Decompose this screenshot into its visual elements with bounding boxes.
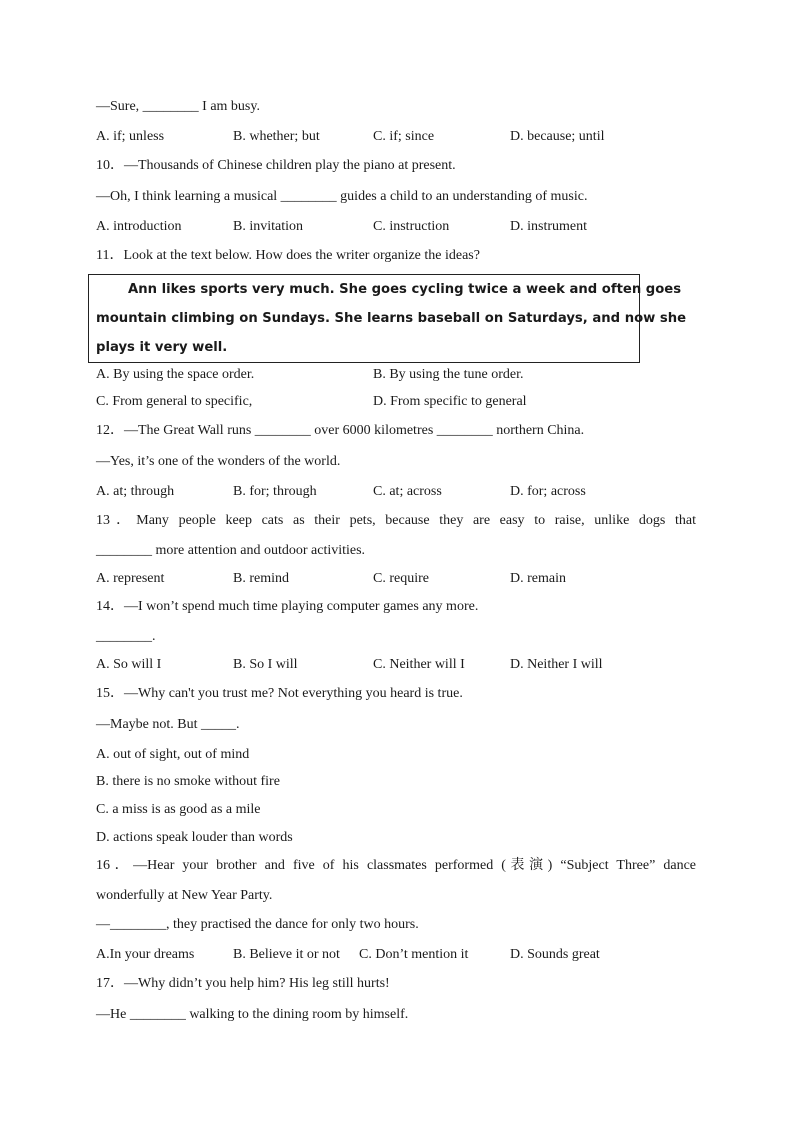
q11-passage-line-2: mountain climbing on Sundays. She learns baseball on Saturdays, and now she — [96, 311, 687, 326]
q11-option-b: B. By using the tune order. — [373, 367, 524, 382]
q10-option-c: C. instruction — [373, 219, 450, 234]
q17-response: —He ________ walking to the dining room by himself. — [96, 1007, 409, 1022]
q12-option-c: C. at; across — [373, 484, 442, 499]
q15-response: —Maybe not. But _____. — [96, 717, 240, 732]
q12-question: 12．—The Great Wall runs ________ over 6000 kilometres ________ northern China. — [96, 423, 585, 438]
q12-option-b: B. for; through — [233, 484, 317, 499]
q9-option-d: D. because; until — [510, 129, 605, 144]
q9-option-c: C. if; since — [373, 129, 435, 144]
q9-option-b: B. whether; but — [233, 129, 320, 144]
q11-passage-line-3: plays it very well. — [96, 340, 228, 355]
q11-passage-box — [88, 274, 687, 363]
q13-option-d: D. remain — [510, 571, 566, 586]
q16-question-line-1: 16．—Hear your brother and five of his classmates performed (表演) “Subject Three” dance — [96, 858, 696, 873]
q9-response: —Sure, ________ I am busy. — [96, 99, 260, 114]
q10-option-a: A. introduction — [96, 219, 182, 234]
q13-question-line-2: ________ more attention and outdoor activities. — [96, 543, 366, 558]
q15-option-b: B. there is no smoke without fire — [96, 774, 280, 789]
q16-option-a: A.In your dreams — [96, 947, 195, 962]
q11-option-d: D. From specific to general — [373, 394, 527, 409]
q14-question: 14．—I won’t spend much time playing computer games any more. — [96, 599, 479, 614]
q12-option-a: A. at; through — [96, 484, 175, 499]
q10-question: 10．—Thousands of Chinese children play the piano at present. — [96, 158, 456, 173]
q14-option-c: C. Neither will I — [373, 657, 465, 672]
q14-response: ________. — [96, 629, 156, 644]
q15-question: 15．—Why can't you trust me? Not everything you heard is true. — [96, 686, 463, 701]
q10-response: —Oh, I think learning a musical ________ guides a child to an understanding of music. — [96, 189, 588, 204]
q11-option-a: A. By using the space order. — [96, 367, 255, 382]
q13-option-a: A. represent — [96, 571, 165, 586]
q12-option-d: D. for; across — [510, 484, 586, 499]
q13-option-c: C. require — [373, 571, 429, 586]
q15-option-a: A. out of sight, out of mind — [96, 747, 250, 762]
q13-question-line-1: 13．Many people keep cats as their pets, because they are easy to raise, unlike dogs that — [96, 513, 696, 528]
q10-option-d: D. instrument — [510, 219, 587, 234]
q14-option-a: A. So will I — [96, 657, 162, 672]
q16-response: —________, they practised the dance for only two hours. — [96, 917, 419, 932]
q12-response: —Yes, it’s one of the wonders of the world. — [96, 454, 341, 469]
q15-option-c: C. a miss is as good as a mile — [96, 802, 261, 817]
q17-question: 17．—Why didn’t you help him? His leg still hurts! — [96, 976, 390, 991]
q14-option-d: D. Neither I will — [510, 657, 603, 672]
q16-option-b: B. Believe it or not — [233, 947, 340, 962]
q16-question-line-2: wonderfully at New Year Party. — [96, 888, 273, 903]
q10-option-b: B. invitation — [233, 219, 303, 234]
q14-option-b: B. So I will — [233, 657, 298, 672]
q9-option-a: A. if; unless — [96, 129, 165, 144]
q15-option-d: D. actions speak louder than words — [96, 830, 293, 845]
q11-option-c: C. From general to specific, — [96, 394, 253, 409]
q16-option-d: D. Sounds great — [510, 947, 600, 962]
q11-question: 11．Look at the text below. How does the writer organize the ideas? — [96, 248, 480, 263]
q13-option-b: B. remind — [233, 571, 289, 586]
q11-passage-line-1: Ann likes sports very much. She goes cycling twice a week and often goes — [128, 282, 682, 297]
q16-option-c: C. Don’t mention it — [359, 947, 469, 962]
